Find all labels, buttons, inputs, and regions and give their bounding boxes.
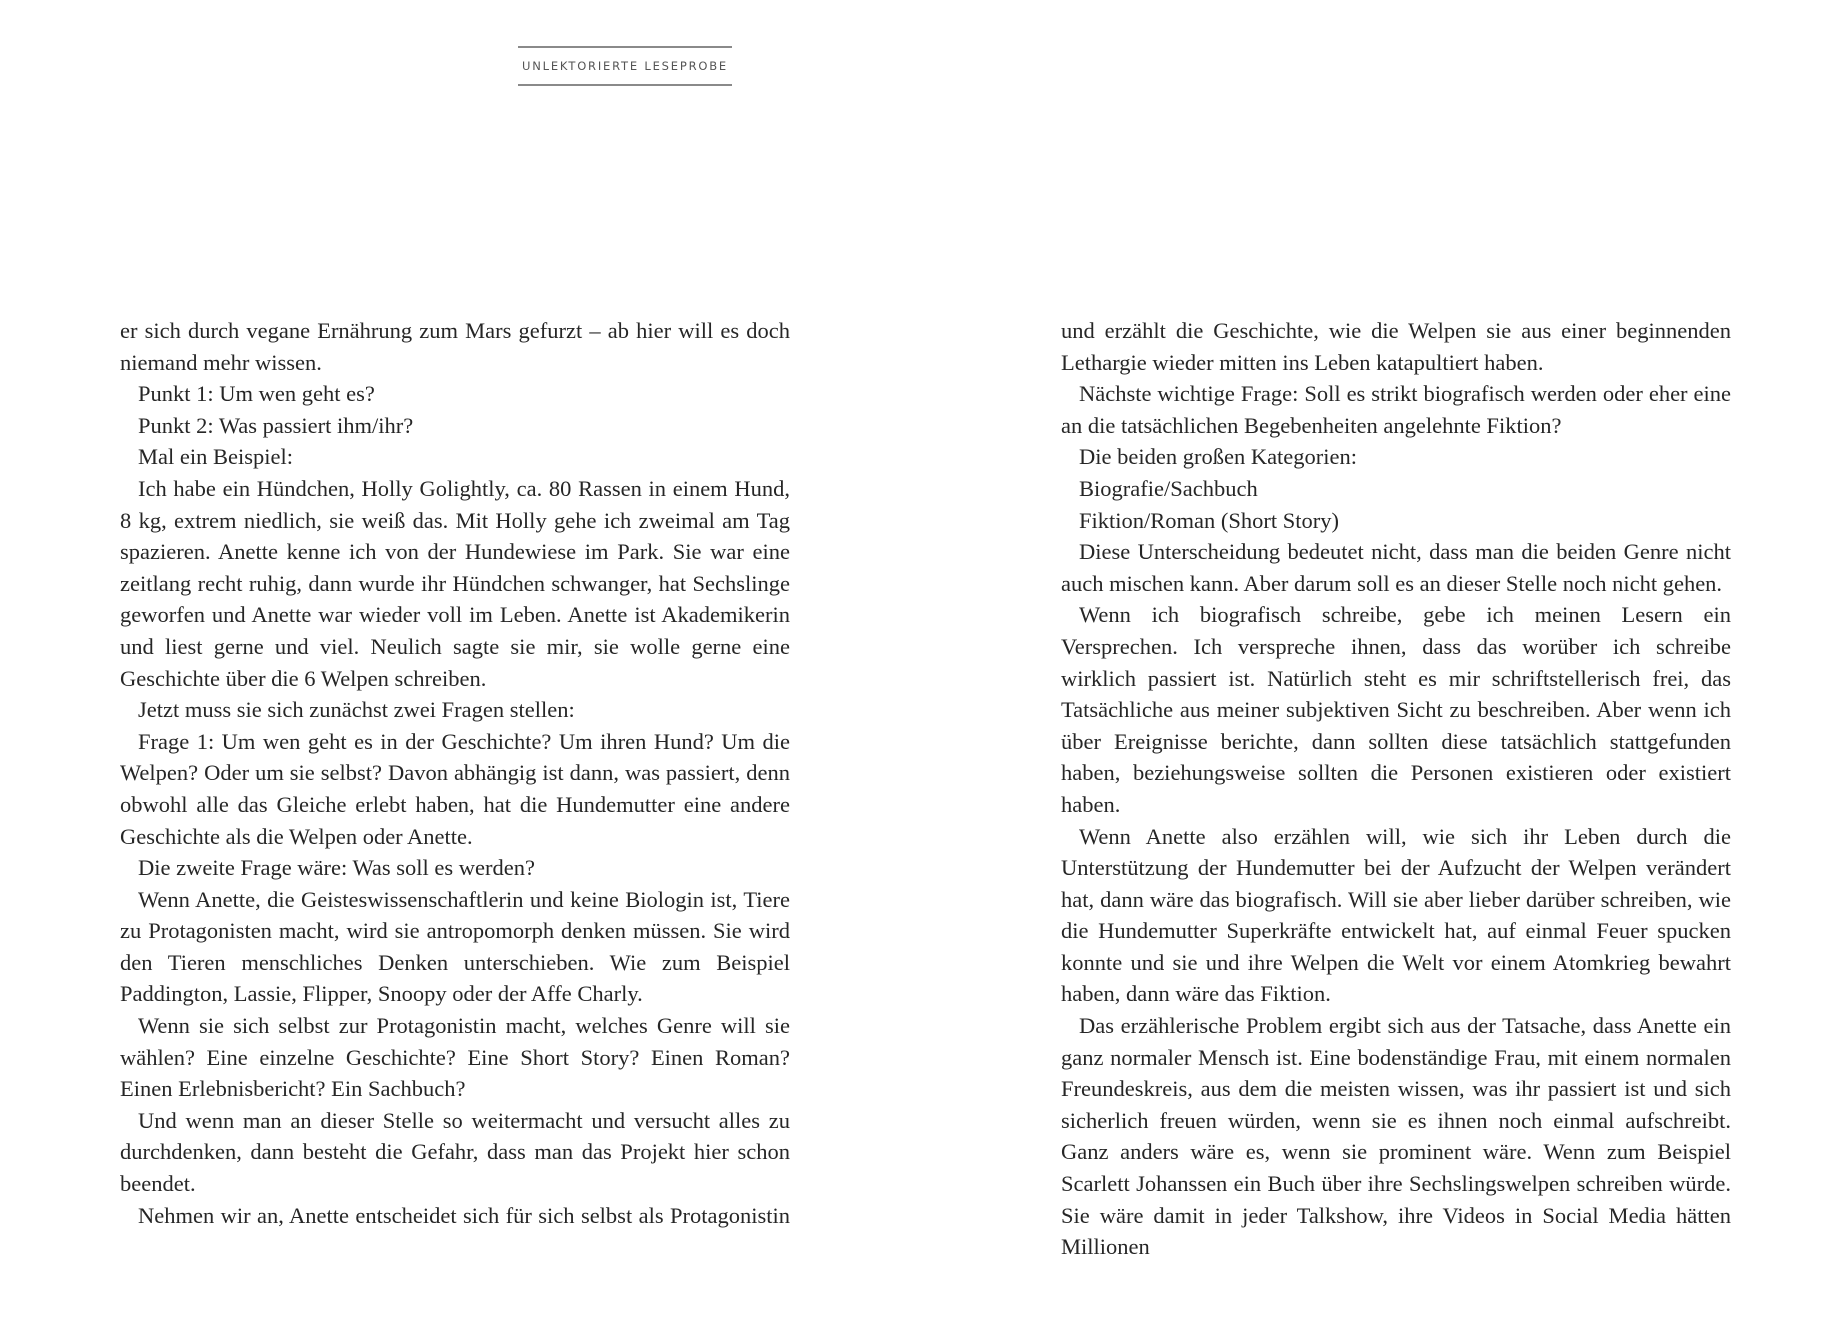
paragraph: Nehmen wir an, Anette entscheidet sich für sich selbst als Protagonistin <box>138 1202 790 1228</box>
paragraph: Fiktion/Roman (Short Story) <box>1079 507 1340 533</box>
paragraph: Wenn sie sich selbst zur Protagonistin macht, welches Genre will sie wählen? Eine einzelne Geschichte? Eine Short Story? Einen Roman? Einen Erlebnisbericht? Ein Sachbuch? <box>120 1013 790 1102</box>
paragraph: Wenn ich biografisch schreibe, gebe ich meinen Lesern ein Versprechen. Ich verspreche ihnen, dass das worüber ich schreibe wirklich passiert ist. Natürlich steht es mir schriftstellerisch frei, das Tatsächliche aus meiner subjektiven Sicht zu beschreiben. Aber wenn ich über Ereignisse berichte, dann sollten diese tatsächlich stattgefunden haben, beziehungsweise sollten die Personen existieren oder existiert haben. <box>1061 602 1731 817</box>
paragraph: Ich habe ein Hündchen, Holly Golightly, ca. 80 Rassen in einem Hund, 8 kg, extrem niedlich, sie weiß das. Mit Holly gehe ich zweimal am Tag spazieren. Anette kenne ich von der Hundewiese im Park. Sie war eine zeitlang recht ruhig, dann wurde ihr Hündchen schwanger, hat Sechslinge geworfen und Anette war wieder voll im Leben. Anette ist Akademikerin und liest gerne und viel. Neulich sagte sie mir, sie wolle gerne eine Geschichte über die 6 Welpen schreiben. <box>120 475 790 691</box>
left-page <box>120 315 790 1231</box>
paragraph: Wenn Anette, die Geisteswissenschaftlerin und keine Biologin ist, Tiere zu Protagonisten macht, wird sie antropomorph denken müssen. Sie wird den Tieren menschliches Denken unterschieben. Wie zum Beispiel Paddington, Lassie, Flipper, Snoopy oder der Affe Charly. <box>120 886 790 1007</box>
paragraph: er sich durch vegane Ernährung zum Mars gefurzt – ab hier will es doch niemand mehr wissen. <box>120 318 790 375</box>
paragraph: Nächste wichtige Frage: Soll es strikt biografisch werden oder eher eine an die tatsächlichen Begebenheiten angelehnte Fiktion? <box>1061 381 1731 438</box>
header-label: UNLEKTORIERTE LESEPROBE <box>522 59 728 73</box>
paragraph: Punkt 1: Um wen geht es? <box>138 381 375 407</box>
paragraph: Frage 1: Um wen geht es in der Geschichte? Um ihren Hund? Um die Welpen? Oder um sie selbst? Davon abhängig ist dann, was passiert, denn obwohl alle das Gleiche erlebt haben, hat die Hundemutter eine andere Geschichte als die Welpen oder Anette. <box>120 728 790 849</box>
paragraph: Diese Unterscheidung bedeutet nicht, dass man die beiden Genre nicht auch mischen kann. Aber darum soll es an dieser Stelle noch nicht gehen. <box>1061 539 1731 596</box>
paragraph: Das erzählerische Problem ergibt sich aus der Tatsache, dass Anette ein ganz normaler Mensch ist. Eine bodenständige Frau, mit einem normalen Freundeskreis, aus dem die meisten wissen, was ihr passiert ist und sich sicherlich freuen würden, wenn sie es ihnen noch einmal aufschreibt. Ganz anders wäre es, wenn sie prominent wäre. Wenn zum Beispiel Scarlett Johanssen ein Buch über ihre Sechslingswelpen schreiben würde. Sie wäre damit in jeder Talkshow, ihre Videos in Social Media hätten Millionen <box>1061 1013 1731 1260</box>
paragraph: Mal ein Beispiel: <box>138 444 293 470</box>
paragraph: Und wenn man an dieser Stelle so weitermacht und versucht alles zu durchdenken, dann besteht die Gefahr, dass man das Projekt hier schon beendet. <box>120 1107 790 1197</box>
paragraph: Biografie/Sachbuch <box>1079 475 1258 501</box>
paragraph: Punkt 2: Was passiert ihm/ihr? <box>138 412 414 438</box>
paragraph: und erzählt die Geschichte, wie die Welpen sie aus einer beginnenden Lethargie wieder mitten ins Leben katapultiert haben. <box>1061 318 1731 375</box>
paragraph: Die zweite Frage wäre: Was soll es werden? <box>138 855 535 881</box>
right-page <box>1061 315 1731 1263</box>
paragraph: Wenn Anette also erzählen will, wie sich ihr Leben durch die Unterstützung der Hundemutter bei der Aufzucht der Welpen verändert hat, dann wäre das biografisch. Will sie aber lieber darüber schreiben, wie die Hundemutter Superkräfte entwickelt hat, auf einmal Feuer spucken konnte und sie und ihre Welpen die Welt vor einem Atomkrieg bewahrt haben, dann wäre das Fiktion. <box>1061 823 1731 1007</box>
running-header <box>518 46 732 86</box>
paragraph: Jetzt muss sie sich zunächst zwei Fragen stellen: <box>138 697 575 723</box>
paragraph: Die beiden großen Kategorien: <box>1079 444 1358 470</box>
